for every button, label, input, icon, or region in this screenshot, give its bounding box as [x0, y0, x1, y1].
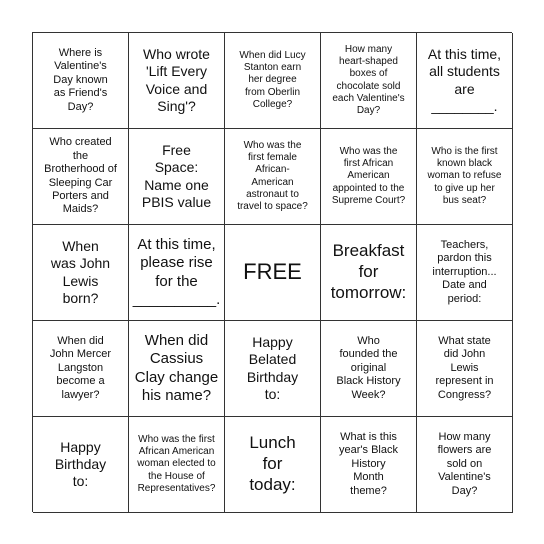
- bingo-square-text: Happy Belated Birthday to:: [246, 334, 299, 402]
- bingo-square[interactable]: [225, 417, 321, 513]
- bingo-square-text: When was John Lewis born?: [50, 238, 111, 306]
- bingo-square-text: When did Cassius Clay change his name?: [134, 331, 219, 404]
- bingo-square-text: Who was the first African American woman elected to the House of Representatives?: [137, 434, 216, 494]
- bingo-square[interactable]: [33, 33, 129, 129]
- bingo-square-text: At this time, all students are ________.: [427, 46, 502, 114]
- bingo-square[interactable]: [33, 129, 129, 225]
- bingo-square[interactable]: [129, 321, 225, 417]
- bingo-square[interactable]: [129, 33, 225, 129]
- bingo-square[interactable]: [321, 417, 417, 513]
- bingo-square-text: What is this year's Black History Month theme?: [339, 430, 398, 497]
- bingo-square[interactable]: [129, 417, 225, 513]
- bingo-square-text: FREE: [243, 259, 302, 285]
- bingo-square[interactable]: [417, 129, 513, 225]
- bingo-square[interactable]: [33, 417, 129, 513]
- bingo-square[interactable]: [321, 129, 417, 225]
- bingo-square-text: Free Space: Name one PBIS value: [141, 142, 212, 210]
- bingo-square-text: Lunch for today:: [249, 433, 296, 494]
- bingo-square[interactable]: [321, 33, 417, 129]
- bingo-square[interactable]: [129, 225, 225, 321]
- bingo-square-text: Who founded the original Black History Week?: [336, 334, 401, 401]
- bingo-square[interactable]: [417, 417, 513, 513]
- bingo-square[interactable]: [321, 225, 417, 321]
- bingo-square-text: How many flowers are sold on Valentine's Day?: [437, 430, 492, 497]
- bingo-square[interactable]: [33, 321, 129, 417]
- bingo-square-text: Who was the first African American appointed to the Supreme Court?: [331, 146, 406, 206]
- bingo-square-text: Where is Valentine's Day known as Friend's Day?: [53, 46, 108, 113]
- bingo-square[interactable]: [417, 225, 513, 321]
- bingo-square-text: Who wrote 'Lift Every Voice and Sing'?: [143, 46, 210, 114]
- bingo-square-text: At this time, please rise for the __________.: [132, 235, 221, 308]
- bingo-square[interactable]: [417, 33, 513, 129]
- bingo-square-text: Breakfast for tomorrow:: [330, 241, 407, 302]
- bingo-square-text: When did John Mercer Langston become a lawyer?: [49, 334, 112, 401]
- bingo-square-text: Happy Birthday to:: [54, 438, 107, 490]
- bingo-card-grid: [32, 32, 512, 512]
- bingo-square[interactable]: [225, 129, 321, 225]
- bingo-square[interactable]: [33, 225, 129, 321]
- bingo-square[interactable]: [225, 33, 321, 129]
- bingo-square[interactable]: [129, 129, 225, 225]
- bingo-square[interactable]: [417, 321, 513, 417]
- bingo-square-text: Who was the first female African- American astronaut to travel to space?: [237, 139, 308, 212]
- bingo-square-text: Who is the first known black woman to refuse to give up her bus seat?: [427, 146, 502, 206]
- bingo-square[interactable]: [321, 321, 417, 417]
- bingo-square-text: How many heart-shaped boxes of chocolate sold each Valentine's Day?: [332, 43, 405, 116]
- bingo-square-text: Teachers, pardon this interruption... Date and period:: [432, 238, 497, 305]
- bingo-square-text: Who created the Brotherhood of Sleeping Car Porters and Maids?: [44, 136, 117, 216]
- bingo-square-text: What state did John Lewis represent in Congress?: [435, 334, 494, 401]
- bingo-square-text: When did Lucy Stanton earn her degree from Oberlin College?: [239, 50, 306, 110]
- bingo-free-square[interactable]: [225, 225, 321, 321]
- bingo-square[interactable]: [225, 321, 321, 417]
